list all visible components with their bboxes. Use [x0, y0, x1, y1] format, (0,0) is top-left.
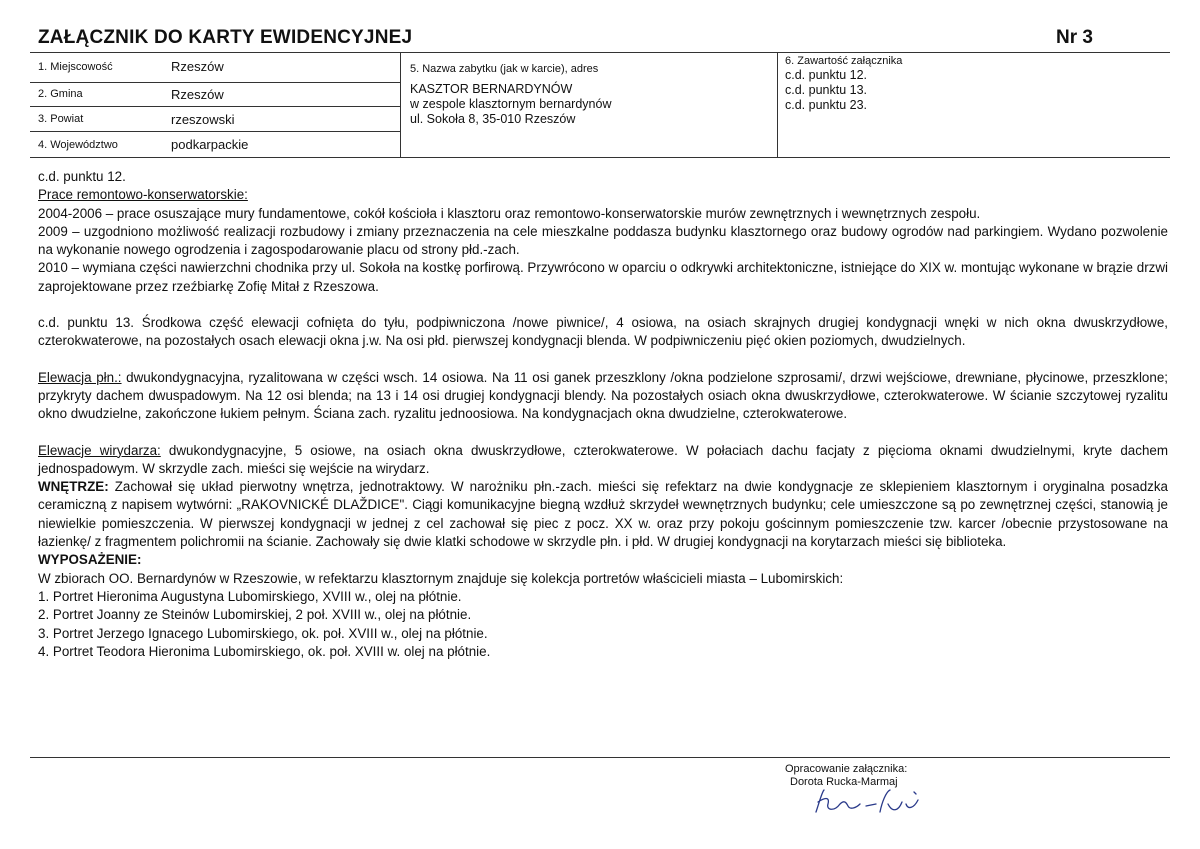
spacer: [38, 296, 1168, 314]
prepared-by-label: Opracowanie załącznika:: [785, 763, 908, 775]
works-2004: 2004-2006 – prace osuszające mury fundamentowe, cokół kościoła i klasztoru oraz remontowo-konserwatorskie murów zewnętrznych i wewnętrznych zespołu.: [38, 205, 981, 221]
contents-label: 6. Zawartość załącznika: [785, 55, 903, 67]
portrait-item: 4. Portret Teodora Hieronima Lubomirskiego, ok. poł. XVIII w. olej na płótnie.: [38, 643, 491, 659]
handwritten-signature: [810, 782, 930, 822]
table-row-divider-1: [30, 82, 400, 83]
commune-label: 2. Gmina: [38, 88, 83, 100]
monument-name: KASZTOR BERNARDYNÓW: [410, 82, 573, 96]
commune-value: Rzeszów: [171, 87, 224, 102]
portrait-item: 1. Portret Hieronima Augustyna Lubomirskiego, XVIII w., olej na płótnie.: [38, 588, 462, 604]
voivodeship-label: 4. Województwo: [38, 139, 118, 151]
table-col-divider-1: [400, 52, 401, 157]
equipment-intro: W zbiorach OO. Bernardynów w Rzeszowie, w refektarzu klasztornym znajduje się kolekcja portretów właścicieli miasta – Lubomirskich:: [38, 570, 844, 586]
monument-complex: w zespole klasztornym bernardynów: [410, 97, 612, 111]
spacer: [38, 351, 1168, 369]
contents-item: c.d. punktu 23.: [785, 98, 868, 112]
locality-label: 1. Miejscowość: [38, 61, 113, 73]
table-col-divider-2: [777, 52, 778, 157]
point-13-text: c.d. punktu 13. Środkowa część elewacji cofnięta do tyłu, podpiwniczona /nowe piwnice/, 4 osiowa, na osiach skrajnych drugiej kondygnacji wnęki w nich okna dwuskrzydłowe, czterokwaterowe, na pozostałych osach elewacji okna j.w. Na osi płd. pierwszej kondygnacji blenda. W podpiwniczeniu pięć okien poziomych, dwudzielnych.: [38, 315, 1168, 349]
portrait-item: 3. Portret Jerzego Ignacego Lubomirskiego, ok. poł. XVIII w., olej na płótnie.: [38, 625, 488, 641]
interior-paragraph: [38, 478, 1168, 551]
table-top-border: [30, 52, 1170, 53]
interior-heading: WNĘTRZE:: [38, 479, 109, 495]
document-title: ZAŁĄCZNIK DO KARTY EWIDENCYJNEJ: [38, 27, 413, 48]
footer-divider: [30, 757, 1170, 758]
cloister-elevation-text: dwukondygnacyjne, 5 osiowe, na osiach okna dwuskrzydłowe, czterokwaterowe. W połaciach dachu facjaty z pięcioma oknami dwudzielnymi, kryte dachem jednospadowym. W skrzydle zach. mieści się wejście na wirydarz.: [38, 442, 1168, 476]
document-number: Nr 3: [1056, 27, 1093, 48]
locality-value: Rzeszów: [171, 59, 224, 74]
county-value: rzeszowski: [171, 112, 235, 127]
north-elevation-heading: Elewacja płn.:: [38, 369, 122, 385]
point-12-intro: c.d. punktu 12.: [38, 169, 126, 184]
county-label: 3. Powiat: [38, 113, 84, 125]
works-heading: Prace remontowo-konserwatorskie:: [38, 187, 248, 203]
contents-item: c.d. punktu 13.: [785, 83, 868, 97]
north-elevation-text: dwukondygnacyjna, ryzalitowana w części wsch. 14 osiowa. Na 11 osi ganek przeszklony /okna podzielone szprosami/, drzwi wejściowe, drewniane, płycinowe, przeszklone; przykryty dachem dwuspadowym. Na 12 osi blenda; na 13 i 14 osi drugiej kondygnacji blendy. Na pozostałych osiach okna dwuskrzydłowe, czterokwaterowe. W ścianie szczytowej ryzalitu okno dwudzielne, zakończone łukiem pełnym. Ściana zach. ryzalitu jednoosiowa. Na kondygnacjach okna dwudzielne, czterokwaterowe.: [38, 369, 1168, 422]
monument-address: ul. Sokoła 8, 35-010 Rzeszów: [410, 112, 576, 126]
works-2009: 2009 – uzgodniono możliwość realizacji rozbudowy i zmiany przeznaczenia na cele mieszkalne poddasza budynku klasztornego oraz budowy ogrodów nad parkingiem. Wydano pozwolenie na wykonanie nowego ogrodzenia i zagospodarowanie placu od strony płd.-zach.: [38, 223, 1168, 258]
interior-text: Zachował się układ pierwotny wnętrza, jednotraktowy. W narożniku płn.-zach. mieści się refektarz na dwie kondygnacje ze sklepieniem klasztornym i oryginalna posadzka ceramiczną z napisem wytwórni: „RAKOVNICKÉ DLAŽDICE". Ciągi komunikacyjne biegną wzdłuż skrzydeł wewnętrznych budynku; cele umieszczone są po zewnętrznej części, stanowią je niewielkie pomieszczenia. W pierwszej kondygnacji w jednej z cel zachował się piec z pocz. XX w. oraz przy pokoju gościnnym pomieszczenie tzw. karcer /obecnie przystosowane na łazienkę/ z fragmentem polichromii na ścianie. Zachowały się dwie klatki schodowe w skrzydle płn. i płd. W drugiej kondygnacji na korytarzach mieści się biblioteka.: [38, 479, 1168, 550]
cloister-elevation-paragraph: [38, 442, 1168, 479]
document-body: [38, 168, 1168, 661]
prepared-by-author: Dorota Rucka-Marmaj: [790, 776, 898, 788]
contents-item: c.d. punktu 12.: [785, 68, 868, 82]
portrait-item: 2. Portret Joanny ze Steinów Lubomirskiej, 2 poł. XVIII w., olej na płótnie.: [38, 607, 472, 623]
table-row-divider-2: [30, 106, 400, 107]
table-bottom-border: [30, 157, 1170, 158]
voivodeship-value: podkarpackie: [171, 137, 249, 152]
table-row-divider-3: [30, 131, 400, 132]
works-2010: 2010 – wymiana części nawierzchni chodnika przy ul. Sokoła na kostkę porfirową. Przywrócono w oparciu o odkrywki architektoniczne, istniejące do XIX w. montując wykonane w brązie drzwi zaprojektowane przez rzeźbiarkę Zofię Mitał z Rzeszowa.: [38, 260, 1168, 294]
equipment-heading: WYPOSAŻENIE:: [38, 552, 142, 568]
north-elevation-paragraph: [38, 369, 1168, 424]
cloister-elevation-heading: Elewacje wirydarza:: [38, 442, 161, 458]
monument-label: 5. Nazwa zabytku (jak w karcie), adres: [410, 63, 599, 75]
spacer: [38, 424, 1168, 442]
